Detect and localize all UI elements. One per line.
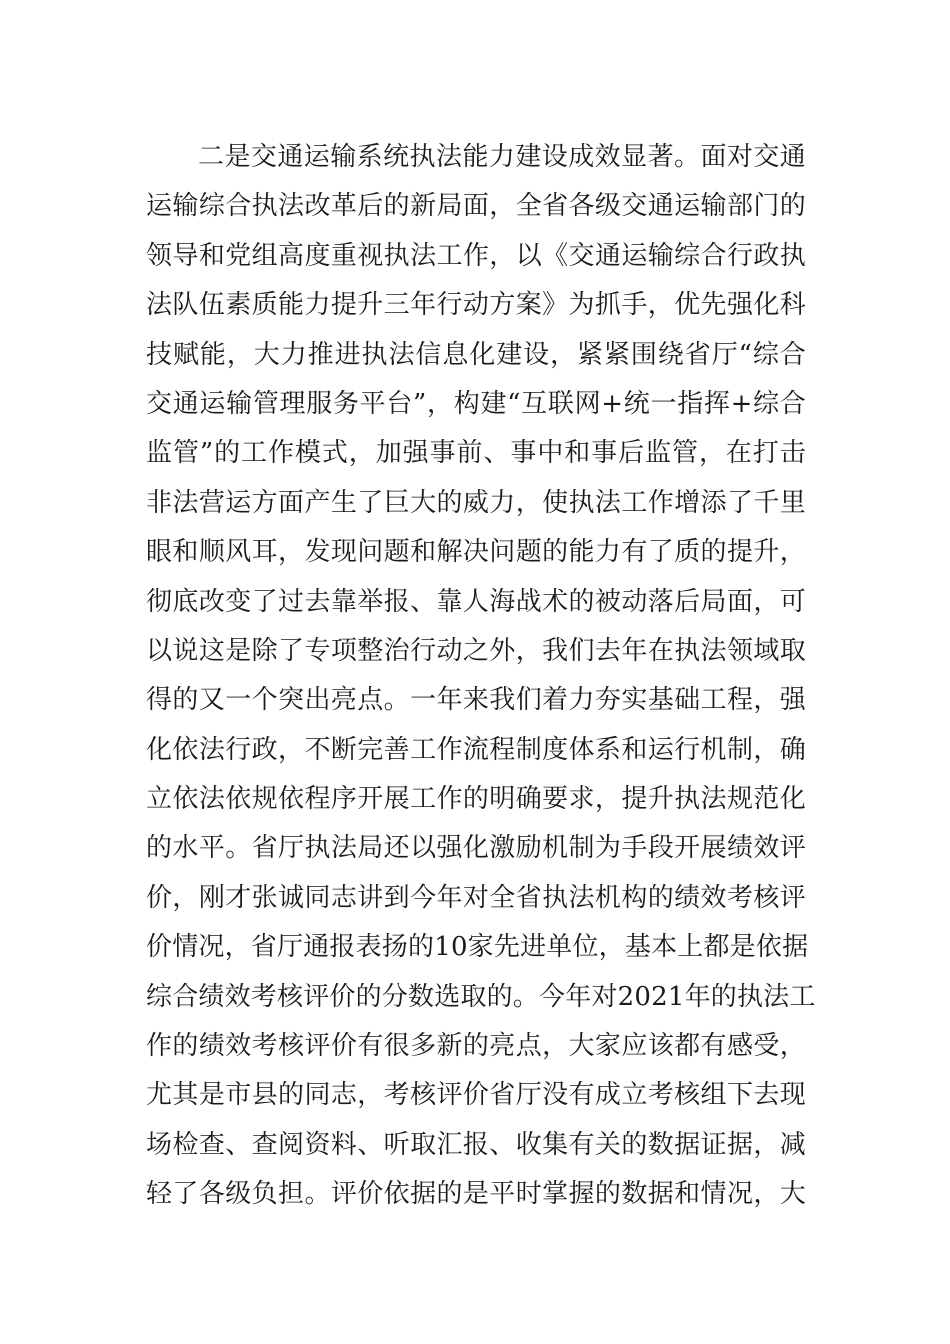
paragraph-line: 价情况，省厅通报表扬的10家先进单位，基本上都是依据 [146, 932, 809, 963]
paragraph-line: 技赋能，大力推进执法信息化建设，紧紧围绕省厅“综合 [146, 339, 806, 370]
paragraph-line: 作的绩效考核评价有很多新的亮点，大家应该都有感受， [146, 1031, 806, 1062]
paragraph-line: 领导和党组高度重视执法工作，以《交通运输综合行政执 [146, 240, 806, 271]
paragraph-line: 化依法行政，不断完善工作流程制度体系和运行机制，确 [146, 734, 806, 765]
paragraph-line: 彻底改变了过去靠举报、靠人海战术的被动落后局面，可 [146, 586, 806, 617]
paragraph-line: 的水平。省厅执法局还以强化激励机制为手段开展绩效评 [146, 833, 806, 864]
paragraph-line: 综合绩效考核评价的分数选取的。今年对2021年的执法工 [146, 981, 816, 1012]
paragraph-line: 眼和顺风耳，发现问题和解决问题的能力有了质的提升， [146, 537, 806, 568]
paragraph-line: 尤其是市县的同志，考核评价省厅没有成立考核组下去现 [146, 1080, 806, 1111]
paragraph-line: 监管”的工作模式，加强事前、事中和事后监管，在打击 [146, 438, 806, 469]
body-paragraph [146, 133, 816, 1220]
paragraph-line: 价，刚才张诚同志讲到今年对全省执法机构的绩效考核评 [146, 882, 806, 913]
paragraph-line: 交通运输管理服务平台”，构建“互联网+统一指挥+综合 [146, 388, 806, 419]
paragraph-line: 立依法依规依程序开展工作的明确要求，提升执法规范化 [146, 784, 806, 815]
paragraph-line: 运输综合执法改革后的新局面，全省各级交通运输部门的 [146, 191, 806, 222]
paragraph-line: 场检查、查阅资料、听取汇报、收集有关的数据证据，减 [146, 1129, 806, 1160]
paragraph-line: 得的又一个突出亮点。一年来我们着力夯实基础工程，强 [146, 685, 806, 716]
paragraph-line: 轻了各级负担。评价依据的是平时掌握的数据和情况，大 [146, 1179, 806, 1210]
paragraph-line: 二是交通运输系统执法能力建设成效显著。面对交通 [198, 142, 806, 172]
paragraph-line: 非法营运方面产生了巨大的威力，使执法工作增添了千里 [146, 487, 806, 518]
paragraph-line: 法队伍素质能力提升三年行动方案》为抓手，优先强化科 [146, 290, 806, 321]
paragraph-line: 以说这是除了专项整治行动之外，我们去年在执法领域取 [146, 635, 806, 666]
